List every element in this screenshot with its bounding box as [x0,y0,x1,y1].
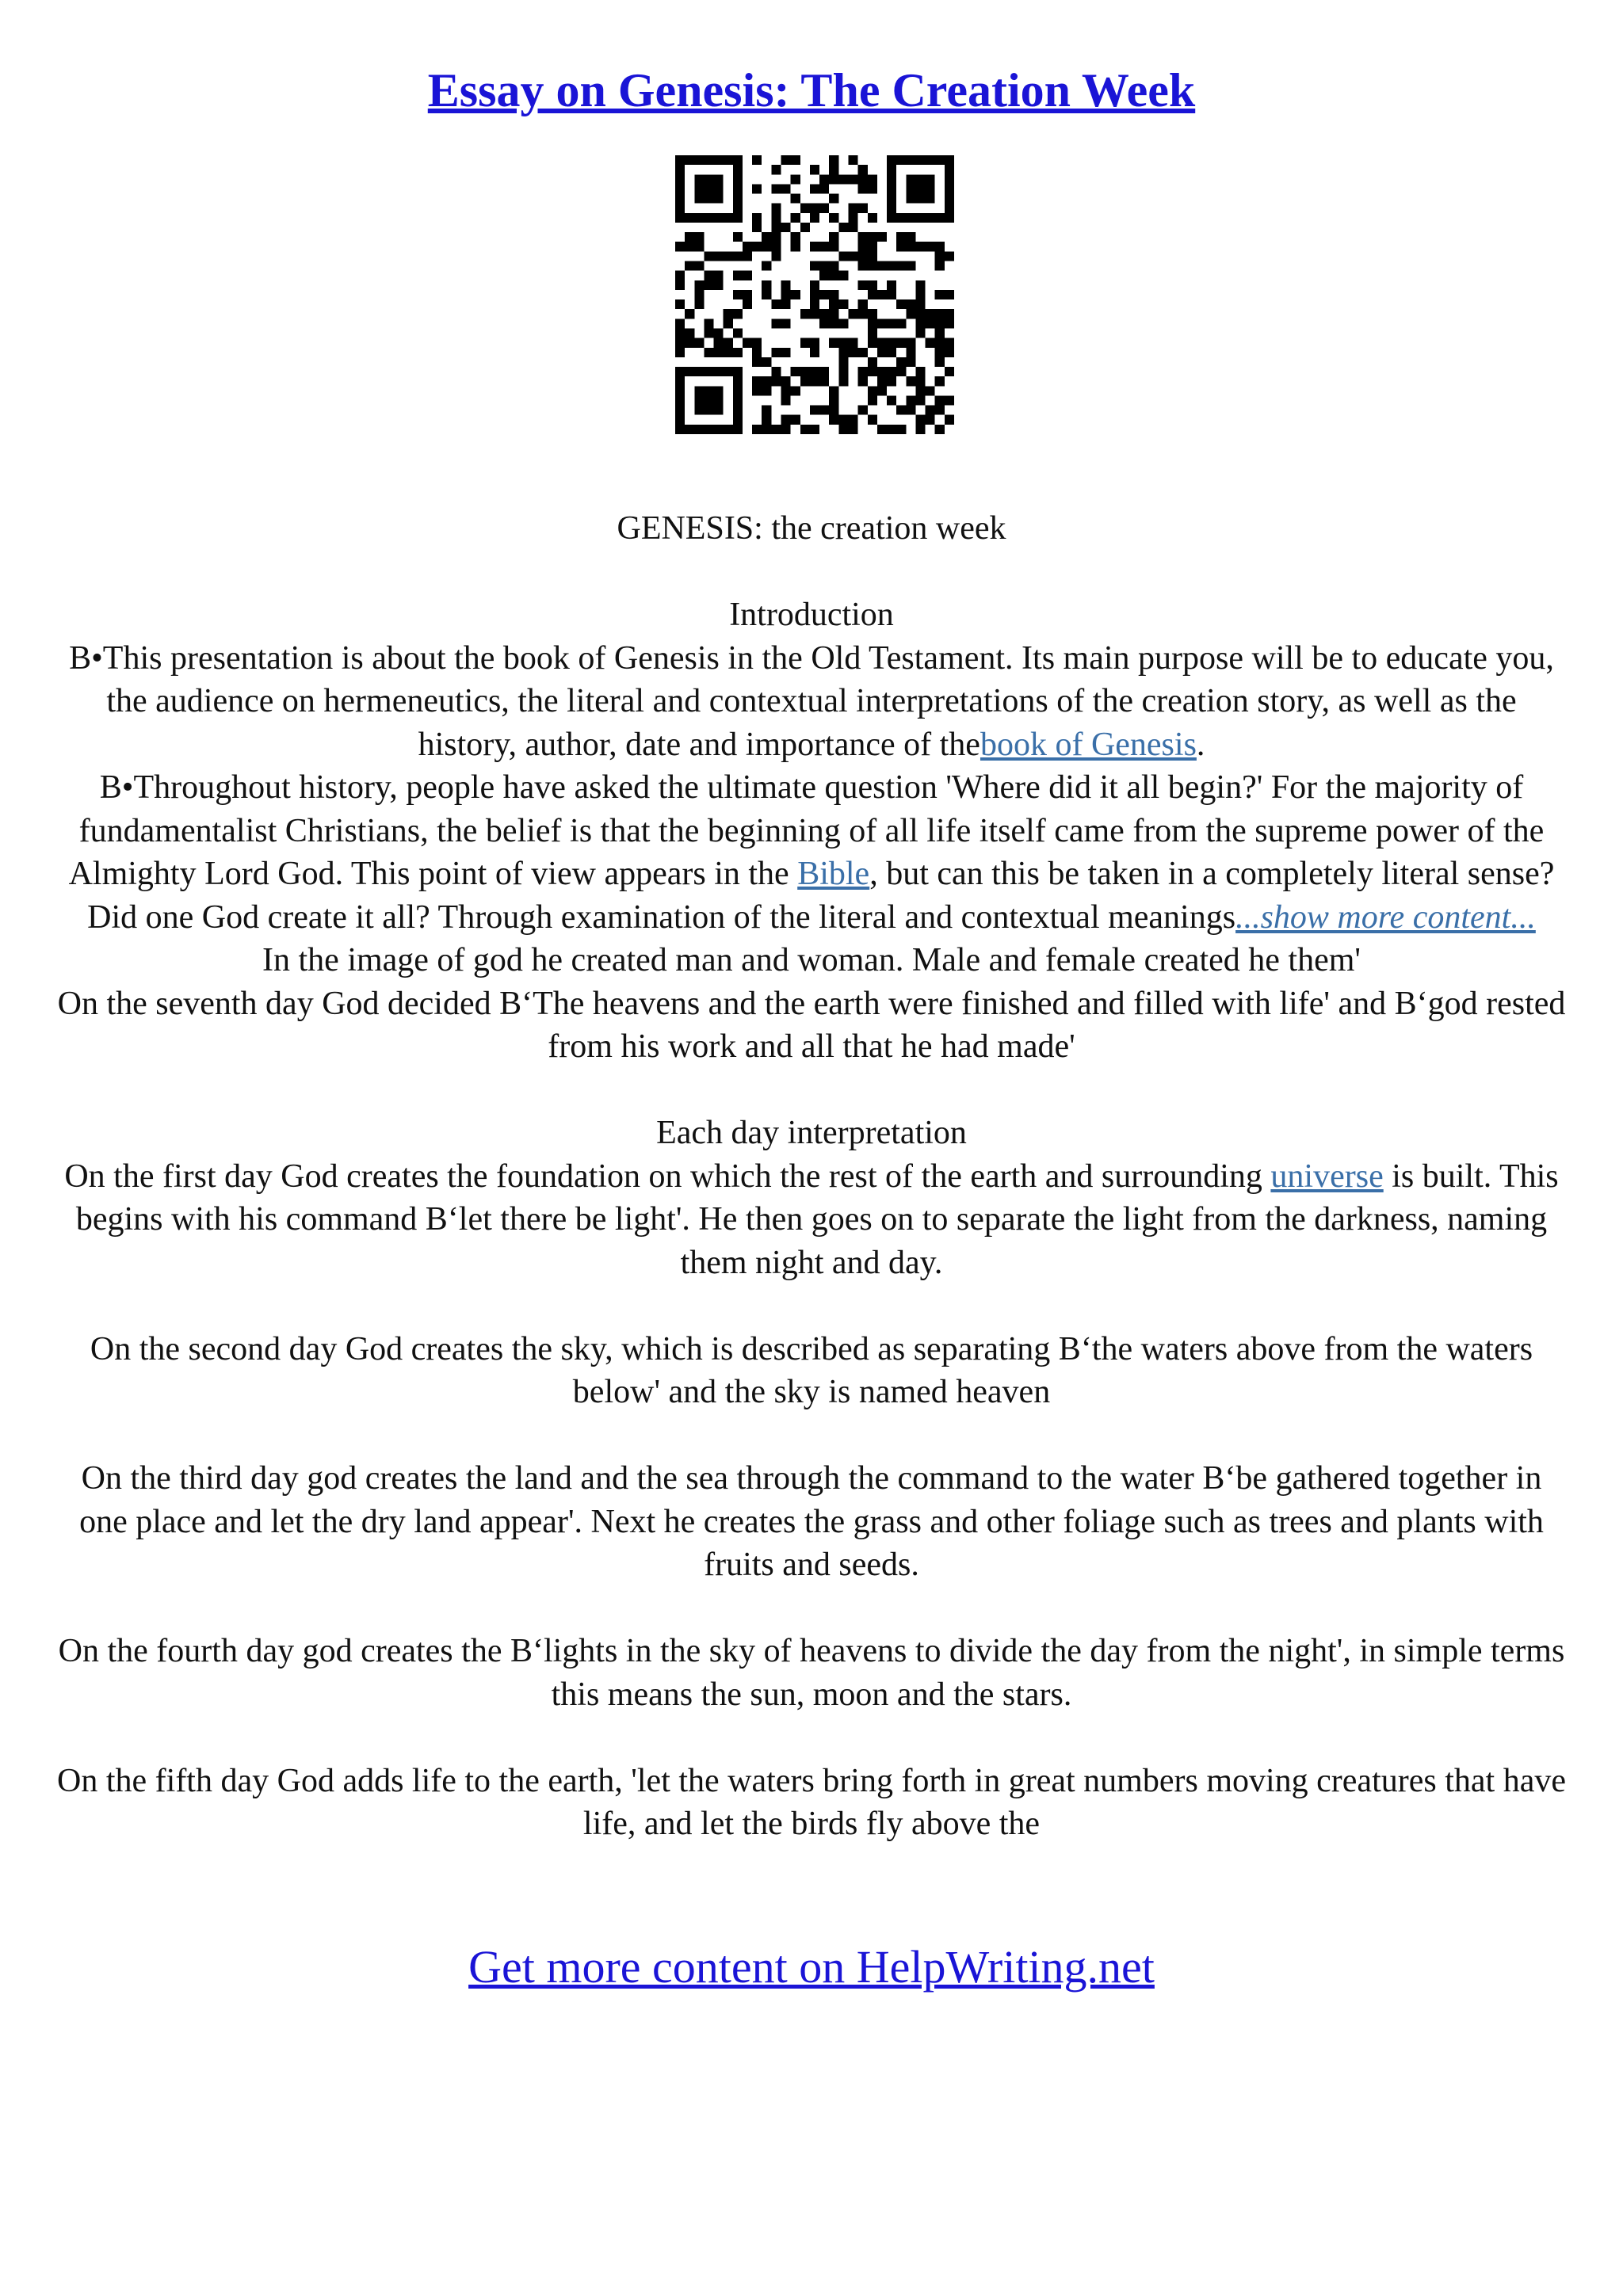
essay-heading: GENESIS: the creation week [617,510,1006,547]
intro-paragraph-2-text: B•Throughout history, people have asked the ultimate question 'Where did it all begin?' For the majority of fundamentalist Christians, the belief is that the beginning of all life itself came from the supreme power of the Almighty Lord God. This point of view appears in the [68,769,1545,892]
day-1-text: On the first day God creates the foundation on which the rest of the earth and surrounding [64,1158,1271,1195]
show-more-link[interactable]: ...show more content... [1235,898,1536,936]
bible-link[interactable]: Bible [797,856,870,892]
seventh-day-paragraph: On the seventh day God decided B‘The heavens and the earth were finished and filled with life' and B‘god rested from his work and all that he had made' [57,985,1566,1065]
universe-link[interactable]: universe [1270,1158,1384,1195]
qr-code-icon [675,155,954,434]
get-more-content-link[interactable]: Get more content on HelpWriting.net [468,1941,1155,1993]
book-of-genesis-link[interactable]: book of Genesis [980,726,1197,763]
day-2-paragraph: On the second day God creates the sky, which is described as separating B‘the waters above from the waters below' and the sky is named heaven [90,1330,1533,1410]
day-3-paragraph: On the third day god creates the land and the sea through the command to the water B‘be gathered together in one place and let the dry land appear'. Next he creates the grass and other foliage such as trees and plants with fruits and seeds. [79,1460,1544,1583]
title-link[interactable]: Essay on Genesis: The Creation Week [427,64,1196,116]
footer [0,1939,1623,1995]
each-day-heading: Each day interpretation [656,1115,967,1151]
day-4-paragraph: On the fourth day god creates the B‘lights in the sky of heavens to divide the day from the night', in simple terms this means the sun, moon and the stars. [58,1633,1565,1713]
intro-paragraph-1 [55,637,1568,767]
day-5-paragraph: On the fifth day God adds life to the earth, 'let the waters bring forth in great numbers moving creatures that have life, and let the birds fly above the [57,1762,1566,1842]
intro-paragraph-2-text-cont: , but can this be taken in a completely literal sense? Did one God create it all? Through examination of the literal and contextual meanings [87,856,1555,936]
day-1-text-cont: is built. This begins with his command B‘let there be light'. He then goes on to separate the light from the darkness, naming them night and day. [75,1158,1559,1281]
day-1-paragraph [55,1155,1568,1285]
intro-paragraph-2 [55,766,1568,939]
image-of-god-paragraph: In the image of god he created man and woman. Male and female created he them' [262,942,1361,978]
intro-heading: Introduction [729,597,894,633]
intro-paragraph-1-end: . [1196,726,1205,763]
intro-paragraph-1-text: B•This presentation is about the book of Genesis in the Old Testament. Its main purpose will be to educate you, the audience on hermeneutics, the literal and contextual interpretations of the creation story, as well as the history, author, date and importance of the [69,639,1554,763]
page-title [0,62,1623,119]
essay-body [55,507,1568,1846]
